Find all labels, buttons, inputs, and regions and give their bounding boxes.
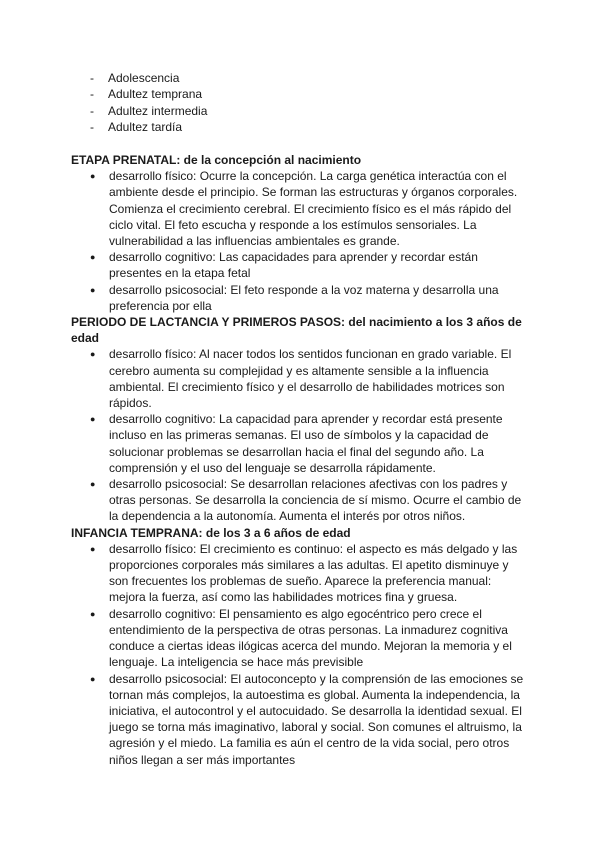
- bullet-item: ● desarrollo cognitivo: La capacidad para aprender y recordar está presente incluso en las primeras semanas. El uso de símbolos y la capacidad de solucionar problemas se desarrollan hacia el final del segundo año. La comprensión y el uso del lenguaje se desarrolla rápidamente.: [71, 411, 531, 476]
- list-item: - Adultez tardía: [88, 119, 207, 135]
- list-item: - Adultez intermedia: [88, 103, 207, 119]
- section-infancia-temprana: [71, 525, 531, 768]
- bullet-item: ● desarrollo cognitivo: Las capacidades para aprender y recordar están presentes en la etapa fetal: [71, 249, 531, 281]
- bullet-item: ● desarrollo psicosocial: El autoconcepto y la comprensión de las emociones se tornan más complejos, la autoestima es global. Aumenta la independencia, la iniciativa, el autocontrol y el autocuidado. Se desarrolla la identidad sexual. El juego se torna más imaginativo, laboral y social. Son comunes el altruismo, la agresión y el miedo. La familia es aún el centro de la vida social, pero otros niños llegan a ser más importantes: [71, 671, 531, 768]
- document-body: [71, 152, 531, 768]
- section-prenatal: [71, 152, 531, 314]
- bullet-list: [71, 541, 531, 768]
- bullet-list: [71, 346, 531, 524]
- section-lactancia: [71, 314, 531, 525]
- section-heading: PERIODO DE LACTANCIA Y PRIMEROS PASOS: del nacimiento a los 3 años de edad: [71, 315, 522, 346]
- bullet-item: ● desarrollo físico: Al nacer todos los sentidos funcionan en grado variable. El cerebro aumenta su complejidad y es altamente sensible a la influencia ambiental. El crecimiento físico y el desarrollo de habilidades motrices son rápidos.: [71, 346, 531, 411]
- list-item: - Adultez temprana: [88, 86, 207, 102]
- list-item: - Adolescencia: [88, 70, 207, 86]
- section-heading: ETAPA PRENATAL: de la concepción al nacimiento: [71, 153, 362, 167]
- bullet-item: ● desarrollo físico: Ocurre la concepción. La carga genética interactúa con el ambiente desde el principio. Se forman las estructuras y órganos corporales. Comienza el crecimiento cerebral. El crecimiento físico es el más rápido del ciclo vital. El feto escucha y responde a los estímulos sensoriales. La vulnerabilidad a las influencias ambientales es grande.: [71, 168, 531, 249]
- life-stage-list: [88, 70, 207, 136]
- bullet-item: ● desarrollo psicosocial: El feto responde a la voz materna y desarrolla una preferencia por ella: [71, 282, 531, 314]
- bullet-list: [71, 168, 531, 314]
- bullet-item: ● desarrollo cognitivo: El pensamiento es algo egocéntrico pero crece el entendimiento de la perspectiva de otras personas. La inmadurez cognitiva conduce a ciertas ideas ilógicas acerca del mundo. Mejoran la memoria y el lenguaje. La inteligencia se hace más previsible: [71, 606, 531, 671]
- section-heading: INFANCIA TEMPRANA: de los 3 a 6 años de edad: [71, 525, 351, 540]
- bullet-item: ● desarrollo físico: El crecimiento es continuo: el aspecto es más delgado y las proporciones corporales más similares a las adultas. El apetito disminuye y son frecuentes los problemas de sueño. Aparece la preferencia manual: mejora la fuerza, así como las habilidades motrices fina y gruesa.: [71, 541, 531, 606]
- bullet-item: ● desarrollo psicosocial: Se desarrollan relaciones afectivas con los padres y otras personas. Se desarrolla la conciencia de sí mismo. Ocurre el cambio de la dependencia a la autonomía. Aumenta el interés por otros niños.: [71, 476, 531, 525]
